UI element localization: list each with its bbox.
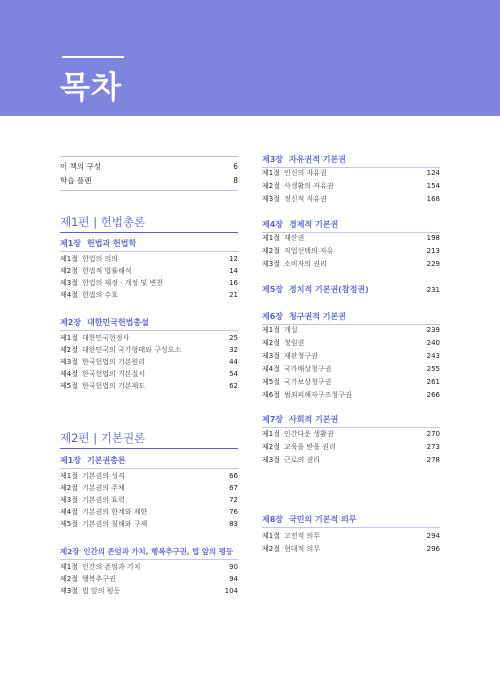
section-page: 296	[426, 545, 440, 553]
section-page: 243	[426, 352, 440, 360]
section-row[interactable]	[60, 518, 238, 530]
section-row[interactable]	[60, 356, 238, 368]
section-title: 범죄피해자구조청구권	[284, 391, 352, 399]
section-number: 제3절	[60, 279, 78, 287]
section-page: 124	[426, 169, 440, 177]
section-title: 국가보상청구권	[284, 378, 332, 386]
section-page: 14	[229, 267, 238, 275]
section-row[interactable]	[262, 350, 440, 362]
section-number: 제1절	[262, 430, 280, 438]
section-number: 제1절	[60, 563, 78, 571]
section-number: 제1절	[262, 169, 280, 177]
section-page: 76	[229, 508, 238, 516]
section-title: 헌법적 법률해석	[82, 267, 132, 275]
section-title: 한국헌법의 기본원리	[82, 358, 146, 366]
section-row[interactable]	[60, 494, 238, 506]
section-title: 재판청구권	[284, 352, 318, 360]
chapter-label: 제1장	[60, 239, 82, 248]
section-row[interactable]	[60, 332, 238, 344]
section-title: 교육을 받을 권리	[284, 443, 336, 451]
section-number: 제4절	[262, 365, 280, 373]
section-title: 인신의 자유권	[284, 169, 327, 177]
section-title: 사생활의 자유권	[284, 182, 334, 190]
section-row[interactable]	[262, 441, 440, 453]
section-title: 기본권의 효력	[82, 496, 125, 504]
part-title: 제1편 | 헌법총론	[60, 215, 146, 229]
section-title: 행복추구권	[82, 575, 116, 583]
section-page: 66	[229, 472, 238, 480]
section-title: 인간의 존엄과 가치	[82, 563, 141, 571]
section-number: 제3절	[60, 496, 78, 504]
section-number: 제2절	[262, 339, 280, 347]
chapter-label: 제7장	[262, 415, 284, 424]
section-page: 239	[426, 326, 440, 334]
chapter-label: 제1장	[60, 456, 82, 465]
section-row[interactable]	[60, 470, 238, 482]
section-row[interactable]	[60, 368, 238, 380]
chapter-rule	[60, 251, 238, 252]
section-number: 제1절	[60, 255, 78, 263]
section-page: 270	[426, 430, 440, 438]
chapter-heading[interactable]	[60, 317, 238, 329]
section-title: 법 앞의 평등	[82, 587, 121, 595]
section-number: 제3절	[262, 195, 280, 203]
section-row[interactable]	[60, 561, 238, 573]
chapter-title: 헌법과 헌법학	[87, 239, 137, 248]
section-number: 제5절	[60, 520, 78, 528]
section-title: 대한민국헌정사	[82, 334, 130, 342]
section-row[interactable]	[60, 277, 238, 289]
section-title: 정신적 자유권	[284, 195, 327, 203]
chapter-label: 제5장	[262, 285, 284, 294]
section-row[interactable]	[262, 363, 440, 375]
chapter-title: 청구권적 기본권	[289, 312, 346, 321]
section-row[interactable]	[60, 289, 238, 301]
section-title: 국가배상청구권	[284, 365, 332, 373]
section-row[interactable]	[262, 454, 440, 466]
section-title: 고전적 의무	[284, 532, 321, 540]
section-number: 제2절	[60, 267, 78, 275]
section-page: 83	[229, 520, 238, 528]
section-number: 제1절	[60, 472, 78, 480]
section-page: 25	[229, 334, 238, 342]
section-title: 한국헌법의 기본제도	[82, 382, 146, 390]
chapter-title: 인간의 존엄과 가치, 행복추구권, 법 앞의 평등	[83, 547, 233, 556]
section-title: 근로의 권리	[284, 456, 321, 464]
chapter-title: 대한민국헌법총설	[87, 318, 149, 327]
section-title: 헌법의 의의	[82, 255, 119, 263]
section-page: 229	[426, 260, 440, 268]
section-page: 294	[426, 532, 440, 540]
section-number: 제2절	[60, 346, 78, 354]
entry-title: 학습 플랜	[60, 176, 92, 185]
section-row[interactable]	[262, 167, 440, 179]
chapter-rule	[60, 468, 238, 469]
section-title: 재산권	[284, 234, 305, 242]
section-row[interactable]	[262, 193, 440, 205]
section-page: 213	[426, 247, 440, 255]
section-number: 제2절	[262, 182, 280, 190]
section-page: 12	[229, 255, 238, 263]
section-number: 제4절	[60, 370, 78, 378]
section-page: 21	[229, 291, 238, 299]
section-page: 94	[229, 575, 238, 583]
section-page: 32	[229, 346, 238, 354]
section-row[interactable]	[262, 543, 440, 555]
section-number: 제4절	[60, 508, 78, 516]
section-row[interactable]	[262, 337, 440, 349]
chapter-title: 국민의 기본적 의무	[289, 515, 357, 524]
section-title: 헌법의 제정 · 개정 및 변천	[82, 279, 163, 287]
chapter-label: 제8장	[262, 515, 284, 524]
intro-divider	[60, 190, 238, 191]
chapter-label: 제4장	[262, 220, 284, 229]
section-row[interactable]	[262, 258, 440, 270]
section-page: 44	[229, 358, 238, 366]
section-page: 154	[426, 182, 440, 190]
section-title: 대한민국의 국가형태와 구성요소	[82, 346, 182, 354]
section-row[interactable]	[60, 585, 238, 597]
chapter-label: 제2장	[60, 547, 80, 556]
chapter-heading[interactable]	[262, 154, 440, 166]
section-title: 직업선택의 자유	[284, 247, 334, 255]
section-page: 255	[426, 365, 440, 373]
section-number: 제3절	[60, 587, 78, 595]
section-number: 제5절	[262, 378, 280, 386]
section-page: 16	[229, 279, 238, 287]
chapter-label: 제3장	[262, 155, 284, 164]
section-row[interactable]	[60, 380, 238, 392]
chapter-rule	[60, 330, 238, 331]
section-page: 90	[229, 563, 238, 571]
chapter-title: 기본권총론	[87, 456, 126, 465]
section-row[interactable]	[60, 253, 238, 265]
entry-title: 이 책의 구성	[60, 162, 101, 171]
section-row[interactable]	[262, 245, 440, 257]
section-number: 제3절	[60, 358, 78, 366]
chapter-heading[interactable]	[60, 238, 238, 250]
banner-rule	[62, 56, 124, 58]
section-row[interactable]	[60, 573, 238, 585]
section-page: 104	[224, 587, 238, 595]
section-title: 기본권의 주체	[82, 484, 125, 492]
section-title: 헌법의 수호	[82, 291, 119, 299]
section-page: 54	[229, 370, 238, 378]
section-title: 청원권	[284, 339, 305, 347]
section-row[interactable]	[262, 376, 440, 388]
section-page: 273	[426, 443, 440, 451]
chapter-rule	[60, 559, 238, 560]
section-title: 개설	[284, 326, 298, 334]
section-number: 제1절	[262, 532, 280, 540]
section-number: 제1절	[60, 334, 78, 342]
entry-page: 6	[233, 162, 238, 171]
section-row[interactable]	[262, 232, 440, 244]
section-number: 제2절	[60, 575, 78, 583]
toc-entry-study-plan[interactable]	[60, 174, 238, 188]
part-rule	[60, 232, 238, 233]
chapter-heading[interactable]	[60, 546, 238, 558]
section-title: 기본권의 한계와 제한	[82, 508, 148, 516]
section-row[interactable]	[60, 265, 238, 277]
section-number: 제3절	[262, 260, 280, 268]
chapter-page: 231	[426, 286, 440, 294]
section-page: 62	[229, 382, 238, 390]
section-number: 제3절	[262, 456, 280, 464]
section-row[interactable]	[60, 344, 238, 356]
section-title: 인간다운 생활권	[284, 430, 334, 438]
section-title: 소비자의 권리	[284, 260, 327, 268]
part-title: 제2편 | 기본권론	[60, 431, 146, 445]
intro-divider	[60, 156, 238, 157]
page-title: 목차	[60, 70, 122, 106]
chapter-label: 제6장	[262, 312, 284, 321]
chapter-heading[interactable]	[262, 514, 440, 526]
section-number: 제5절	[60, 382, 78, 390]
chapter-title: 경제적 기본권	[289, 220, 339, 229]
chapter-rule	[262, 527, 440, 528]
section-number: 제1절	[262, 234, 280, 242]
section-number: 제1절	[262, 326, 280, 334]
section-page: 72	[229, 496, 238, 504]
section-number: 제4절	[60, 291, 78, 299]
chapter-title: 사회적 기본권	[289, 415, 339, 424]
section-title: 한국헌법의 기본질서	[82, 370, 146, 378]
section-number: 제2절	[262, 443, 280, 451]
section-page: 67	[229, 484, 238, 492]
section-row[interactable]	[262, 530, 440, 542]
section-row[interactable]	[262, 428, 440, 440]
section-number: 제6절	[262, 391, 280, 399]
chapter-heading[interactable]	[262, 414, 440, 426]
chapter-heading[interactable]	[262, 219, 440, 231]
section-page: 278	[426, 456, 440, 464]
part-rule	[60, 448, 238, 449]
section-row[interactable]	[262, 180, 440, 192]
header-banner	[0, 0, 500, 116]
section-row[interactable]	[262, 324, 440, 336]
chapter-heading[interactable]	[60, 455, 238, 467]
section-row[interactable]	[262, 389, 440, 401]
section-page: 240	[426, 339, 440, 347]
section-title: 현대적 의무	[284, 545, 321, 553]
chapter-heading[interactable]	[262, 311, 440, 323]
section-page: 198	[426, 234, 440, 242]
section-title: 기본권의 침해와 구제	[82, 520, 148, 528]
section-number: 제2절	[262, 247, 280, 255]
chapter-label: 제2장	[60, 318, 82, 327]
entry-page: 8	[233, 176, 238, 185]
section-title: 기본권의 성격	[82, 472, 125, 480]
section-row[interactable]	[60, 482, 238, 494]
section-page: 266	[426, 391, 440, 399]
section-number: 제2절	[60, 484, 78, 492]
chapter-title: 자유권적 기본권	[289, 155, 346, 164]
chapter-title: 정치적 기본권(참정권)	[289, 285, 369, 294]
section-page: 261	[426, 378, 440, 386]
section-number: 제2절	[262, 545, 280, 553]
toc-entry-book-structure[interactable]	[60, 160, 238, 174]
section-page: 168	[426, 195, 440, 203]
chapter-heading[interactable]	[262, 284, 440, 296]
section-row[interactable]	[60, 506, 238, 518]
section-number: 제3절	[262, 352, 280, 360]
